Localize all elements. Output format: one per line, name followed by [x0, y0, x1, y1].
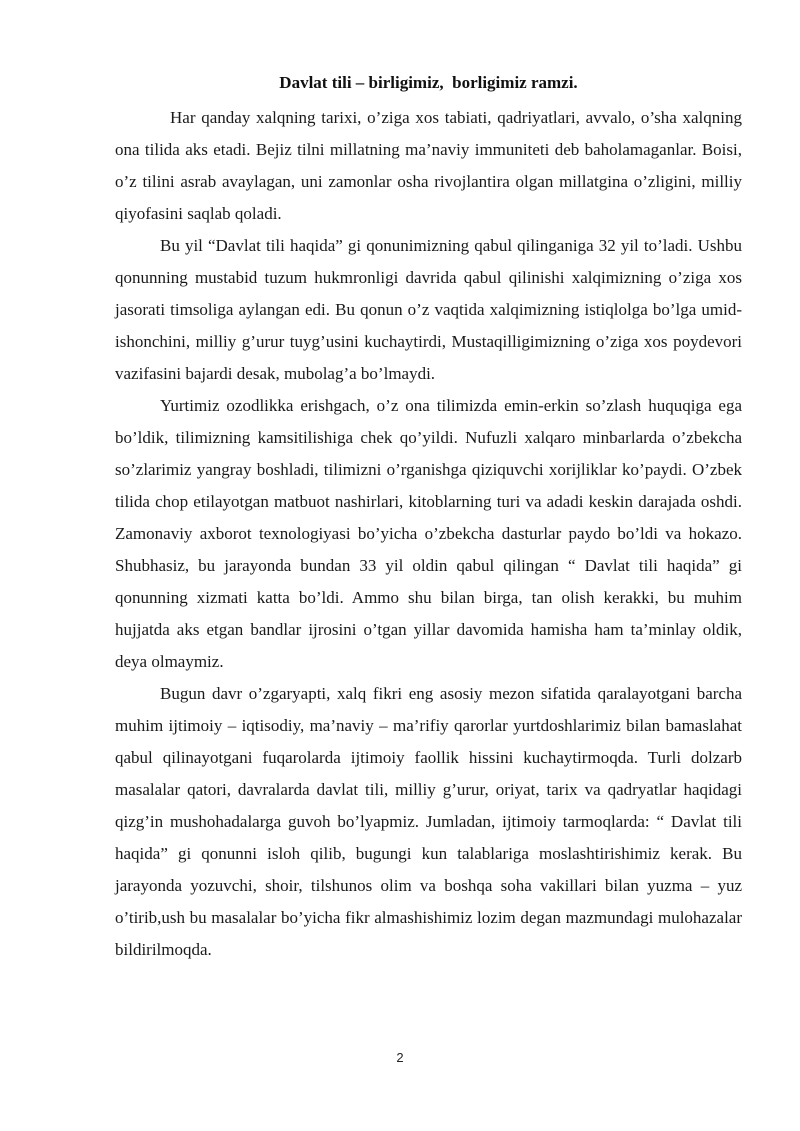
document-title: Davlat tili – birligimiz, borligimiz ramzi.	[279, 73, 578, 92]
paragraph-1: Har qanday xalqning tarixi, o’ziga xos tabiati, qadriyatlari, avvalo, o’sha xalqning ona tilida aks etadi. Bejiz tilni millatning ma’naviy immuniteti deb baholamaganlar. Boisi, o’z tilini asrab avaylagan, uni zamonlar osha rivojlantira olgan millatgina o’zligini, milliy qiyofasini saqlab qoladi.	[115, 108, 742, 223]
document-body	[115, 102, 742, 966]
paragraph-4: Bugun davr o’zgaryapti, xalq fikri eng asosiy mezon sifatida qaralayotgani barcha muhim ijtimoiy – iqtisodiy, ma’naviy – ma’rifiy qarorlar yurtdoshlarimiz bilan bamaslahat qabul qilinayotgani fuqarolarda ijtimoiy faollik hissini kuchaytirmoqda. Turli dolzarb masalalar qatori, davralarda davlat tili, milliy g’urur, oriyat, tarix va qadryatlar haqidagi qizg’in mushohadalarga guvoh bo’lyapmiz. Jumladan, ijtimoiy tarmoqlarda: “ Davlat tili haqida” gi qonunni isloh qilib, bugungi kun talablariga moslashtirishimiz kerak. Bu jarayonda yozuvchi, shoir, tilshunos olim va boshqa soha vakillari bilan yuzma – yuz o’tirib,ush bu masalalar bo’yicha fikr almashishimiz lozim degan mazmundagi mulohazalar bildirilmoqda.	[115, 684, 742, 959]
page-number: 2	[396, 1050, 404, 1065]
paragraph-2: Bu yil “Davlat tili haqida” gi qonunimizning qabul qilinganiga 32 yil to’ladi. Ushbu qonunning mustabid tuzum hukmronligi davrida qabul qilinishi xalqimizning o’ziga xos jasorati timsoliga aylangan edi. Bu qonun o’z vaqtida xalqimizning istiqlolga bo’lga umid-ishonchini, milliy g’urur tuyg’usini kuchaytirdi, Mustaqilligimizning o’ziga xos poydevori vazifasini bajardi desak, mubolag’a bo’lmaydi.	[115, 236, 742, 383]
paragraph-3: Yurtimiz ozodlikka erishgach, o’z ona tilimizda emin-erkin so’zlash huquqiga ega bo’ldik, tilimizning kamsitilishiga chek qo’yildi. Nufuzli xalqaro minbarlarda o’zbekcha so’zlarimiz yangray boshladi, tilimizni o’rganishga qiziquvchi xorijliklar ko’paydi. O’zbek tilida chop etilayotgan matbuot nashirlari, kitoblarning turi va adadi keskin darajada oshdi. Zamonaviy axborot texnologiyasi bo’yicha o’zbekcha dasturlar paydo bo’ldi va hokazo. Shubhasiz, bu jarayonda bundan 33 yil oldin qabul qilingan “ Davlat tili haqida” gi qonunning xizmati katta bo’ldi. Ammo shu bilan birga, tan olish kerakki, bu muhim hujjatda aks etgan bandlar ijrosini o’tgan yillar davomida hamisha ham ta’minlay oldik, deya olmaymiz.	[115, 396, 742, 671]
